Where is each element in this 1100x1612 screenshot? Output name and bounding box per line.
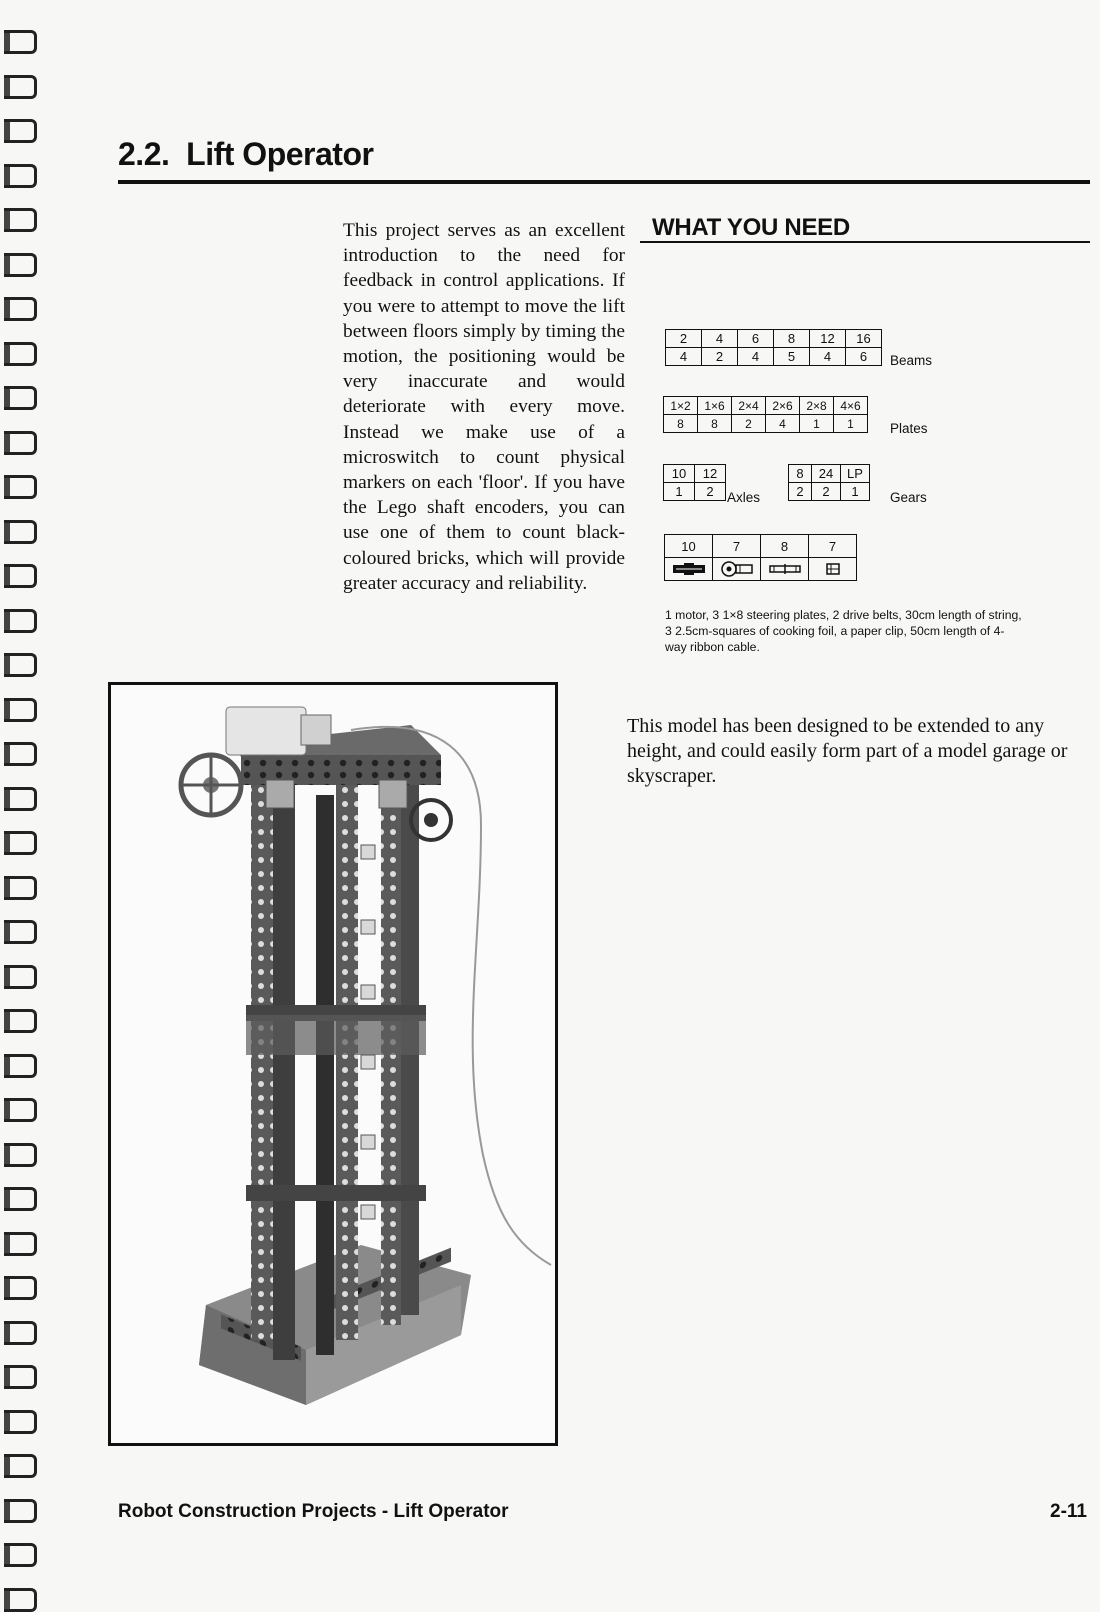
spiral-coil	[4, 253, 37, 277]
footer-title: Robot Construction Projects - Lift Operator	[118, 1501, 509, 1522]
spiral-coil	[4, 386, 37, 410]
spiral-coil	[4, 75, 37, 99]
spiral-coil	[4, 1187, 37, 1211]
connector-count: 7	[809, 535, 857, 558]
connector-count: 7	[713, 535, 761, 558]
spiral-coil	[4, 1365, 37, 1389]
beams-table	[665, 329, 882, 366]
axle-size: 12	[695, 465, 726, 483]
beam-count: 6	[846, 348, 882, 366]
plate-count: 1	[800, 415, 834, 433]
plate-size: 2×8	[800, 397, 834, 415]
beam-size: 4	[702, 330, 738, 348]
plate-count: 2	[732, 415, 766, 433]
spiral-coil	[4, 965, 37, 989]
spiral-coil	[4, 1588, 37, 1612]
spiral-coil	[4, 1454, 37, 1478]
spiral-coil	[4, 1321, 37, 1345]
crank-icon	[713, 558, 761, 581]
spiral-coil	[4, 653, 37, 677]
spiral-coil	[4, 297, 37, 321]
gear-size: 24	[812, 465, 841, 483]
beam-size: 12	[810, 330, 846, 348]
spiral-coil	[4, 1232, 37, 1256]
spiral-coil	[4, 698, 37, 722]
plates-label: Plates	[890, 421, 928, 436]
connector-peg-icon	[761, 558, 809, 581]
spiral-coil	[4, 564, 37, 588]
axle-count: 1	[664, 483, 695, 501]
spiral-coil	[4, 119, 37, 143]
connectors-table	[664, 534, 857, 581]
beam-size: 2	[666, 330, 702, 348]
spiral-coil	[4, 164, 37, 188]
beam-count: 4	[666, 348, 702, 366]
spiral-coil	[4, 342, 37, 366]
gear-count: 2	[789, 483, 812, 501]
spiral-coil	[4, 920, 37, 944]
beams-label: Beams	[890, 353, 933, 368]
model-photo	[108, 682, 558, 1446]
lego-lift-tower-icon	[111, 685, 555, 1443]
bush-icon	[665, 558, 713, 581]
spiral-coil	[4, 1098, 37, 1122]
plate-size: 2×4	[732, 397, 766, 415]
spiral-coil	[4, 1543, 37, 1567]
plate-count: 4	[766, 415, 800, 433]
spiral-binding	[0, 0, 40, 1609]
spiral-coil	[4, 831, 37, 855]
what-you-need-heading: WHAT YOU NEED	[652, 214, 850, 241]
spiral-coil	[4, 475, 37, 499]
spiral-coil	[4, 876, 37, 900]
axles-label: Axles	[727, 490, 761, 505]
beam-size: 6	[738, 330, 774, 348]
spiral-coil	[4, 520, 37, 544]
spiral-coil	[4, 1410, 37, 1434]
spiral-coil	[4, 787, 37, 811]
spiral-coil	[4, 609, 37, 633]
gears-label: Gears	[890, 490, 927, 505]
additional-parts-note: 1 motor, 3 1×8 steering plates, 2 drive belts, 30cm length of string, 3 2.5cm-squares of cooking foil, a paper clip, 50cm length of 4-way ribbon cable.	[665, 608, 1022, 654]
gear-count: 1	[841, 483, 870, 501]
spiral-coil	[4, 1276, 37, 1300]
gears-table	[788, 464, 870, 501]
section-name: Lift Operator	[186, 136, 374, 172]
gear-size: 8	[789, 465, 812, 483]
spiral-coil	[4, 1009, 37, 1033]
section-title	[118, 136, 373, 173]
spiral-coil	[4, 431, 37, 455]
axle-size: 10	[664, 465, 695, 483]
beam-count: 5	[774, 348, 810, 366]
beam-count: 4	[738, 348, 774, 366]
plates-table	[663, 396, 868, 433]
axle-count: 2	[695, 483, 726, 501]
connector-count: 8	[761, 535, 809, 558]
connector-count: 10	[665, 535, 713, 558]
plate-count: 1	[834, 415, 868, 433]
beam-size: 16	[846, 330, 882, 348]
spiral-coil	[4, 742, 37, 766]
spiral-coil	[4, 1143, 37, 1167]
beam-count: 2	[702, 348, 738, 366]
half-bush-icon	[809, 558, 857, 581]
gear-size: LP	[841, 465, 870, 483]
title-rule	[118, 180, 1090, 184]
gear-count: 2	[812, 483, 841, 501]
section-number: 2.2.	[118, 136, 170, 172]
plate-count: 8	[664, 415, 698, 433]
spiral-coil	[4, 208, 37, 232]
plate-size: 4×6	[834, 397, 868, 415]
spiral-coil	[4, 1499, 37, 1523]
plate-size: 2×6	[766, 397, 800, 415]
beam-count: 4	[810, 348, 846, 366]
spiral-coil	[4, 30, 37, 54]
page-number: 2-11	[1050, 1501, 1087, 1522]
beam-size: 8	[774, 330, 810, 348]
intro-paragraph: This project serves as an excellent introduction to the need for feedback in control applications. If you were to attempt to move the lift between floors simply by timing the motion, the positioning would be very inaccurate and would deteriorate with every move. Instead we make use of a microswitch to count physical markers on each 'floor'. If you have the Lego shaft encoders, you can use one of them to count black-coloured bricks, which will provide greater accuracy and reliability.	[343, 220, 625, 594]
axles-table	[663, 464, 726, 501]
plate-size: 1×2	[664, 397, 698, 415]
plate-size: 1×6	[698, 397, 732, 415]
plate-count: 8	[698, 415, 732, 433]
what-you-need-rule	[640, 241, 1090, 243]
spiral-coil	[4, 1054, 37, 1078]
model-caption: This model has been designed to be extended to any height, and could easily form part of a model garage or skyscraper.	[627, 715, 1068, 787]
